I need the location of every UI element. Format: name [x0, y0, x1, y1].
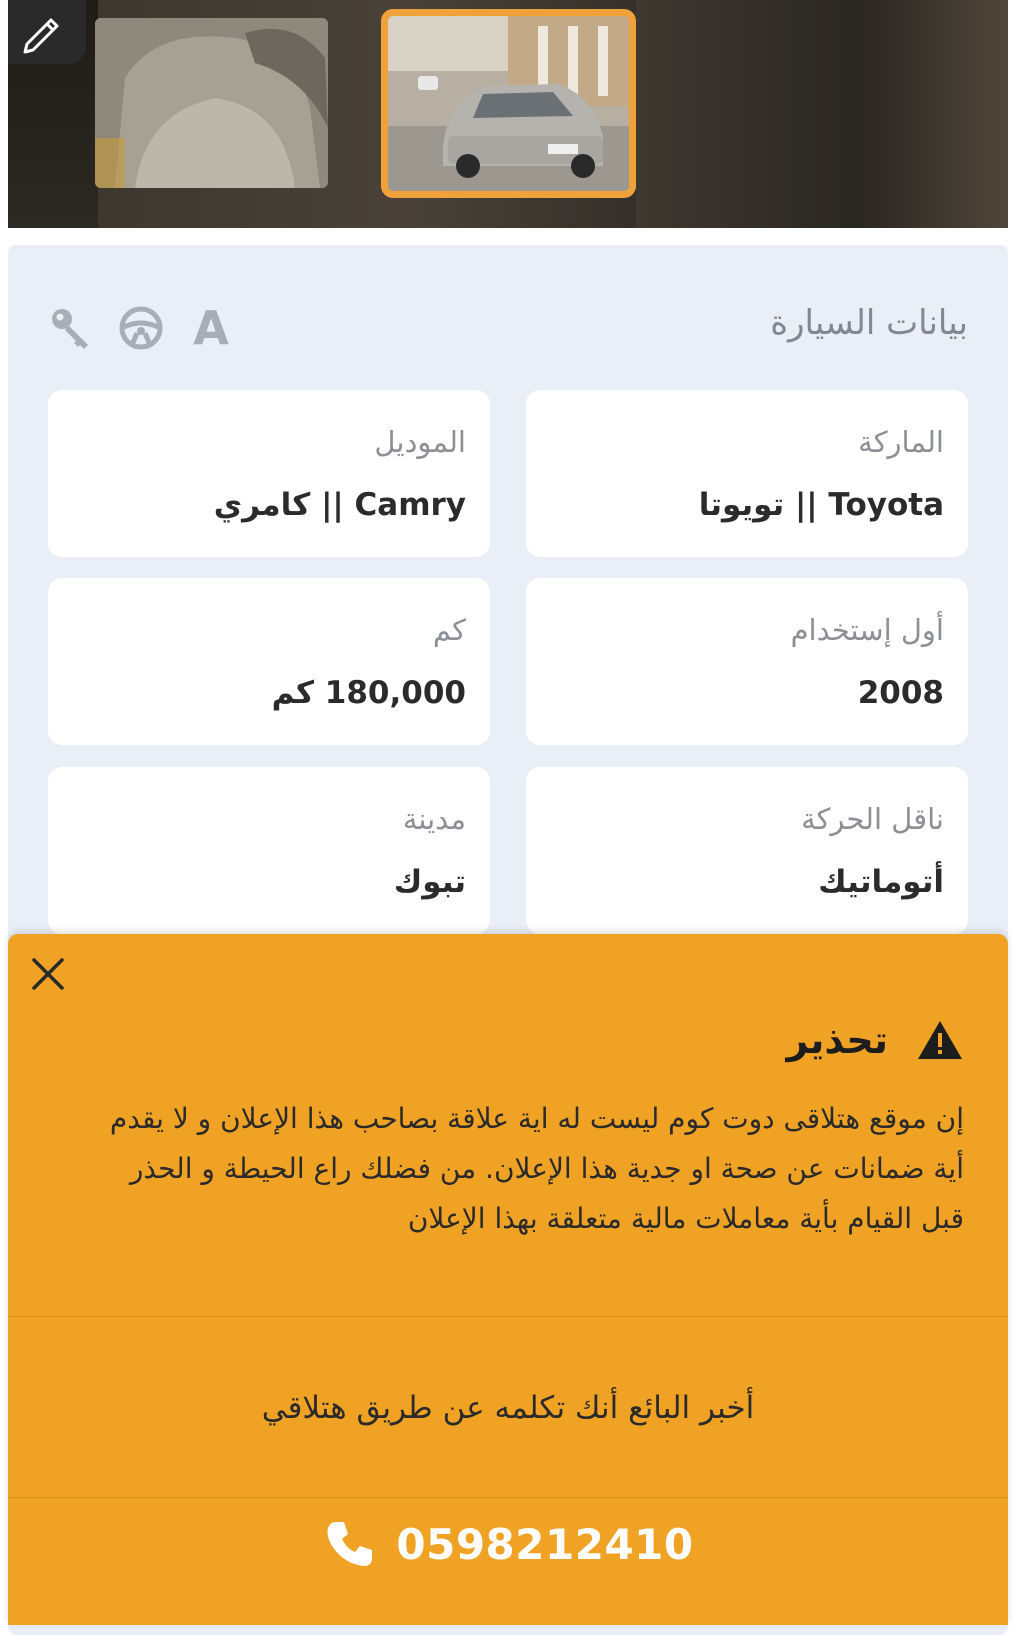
thumbnail-seat-photo[interactable]: [95, 18, 328, 188]
warning-hint: أخبر البائع أنك تكلمه عن طريق هتلاقي: [261, 1390, 755, 1426]
field-card-city: [48, 767, 490, 934]
phone-number: 0598212410: [396, 1519, 694, 1569]
field-card-first-use: [526, 578, 968, 745]
close-button[interactable]: [26, 952, 70, 996]
warning-triangle-icon: [916, 1019, 964, 1061]
field-value: Camry || كامري: [213, 487, 466, 523]
field-label: مدينة: [402, 802, 466, 836]
call-button[interactable]: [8, 1494, 1008, 1594]
field-label: كم: [432, 613, 466, 647]
field-value: تبوك: [393, 864, 466, 900]
edit-button[interactable]: [8, 0, 86, 64]
field-card-mileage: [48, 578, 490, 745]
field-value: 2008: [857, 675, 944, 711]
warning-title: تحذير: [786, 1018, 888, 1062]
field-card-transmission: [526, 767, 968, 934]
seat-photo-image: [95, 18, 328, 188]
divider: [8, 1316, 1008, 1317]
header-icons: [46, 303, 236, 353]
photo-gallery: [8, 0, 1008, 228]
section-title: بيانات السيارة: [770, 303, 968, 343]
field-value: Toyota || تويوتا: [698, 487, 944, 523]
field-label: الماركة: [858, 425, 944, 459]
field-value: أتوماتيك: [818, 864, 944, 900]
field-label: ناقل الحركة: [801, 802, 944, 836]
car-photo-image: [388, 16, 629, 191]
warning-title-row: [786, 1012, 964, 1068]
close-icon: [30, 956, 66, 992]
warning-panel: [8, 934, 1008, 1625]
warning-message: إن موقع هتلاقى دوت كوم ليست له اية علاقة بصاحب هذا الإعلان و لا يقدم أية ضمانات عن صحة او جدية هذا الإعلان. من فضلك راع الحيطة و الحذر قبل القيام بأية معاملات مالية متعلقة بهذا الإعلان: [109, 1102, 964, 1235]
gallery-background: [636, 0, 1008, 228]
field-label: أول إستخدام: [790, 613, 944, 647]
letter-a-icon[interactable]: A: [193, 301, 229, 355]
field-card-model: [48, 390, 490, 557]
phone-icon: [322, 1516, 378, 1572]
field-value: 180,000 كم: [271, 675, 466, 711]
steering-wheel-icon[interactable]: [116, 303, 166, 353]
thumbnail-car-photo[interactable]: [381, 9, 636, 198]
field-label: الموديل: [374, 425, 466, 459]
key-icon[interactable]: [46, 303, 96, 353]
pencil-icon: [21, 10, 65, 54]
field-card-brand: [526, 390, 968, 557]
